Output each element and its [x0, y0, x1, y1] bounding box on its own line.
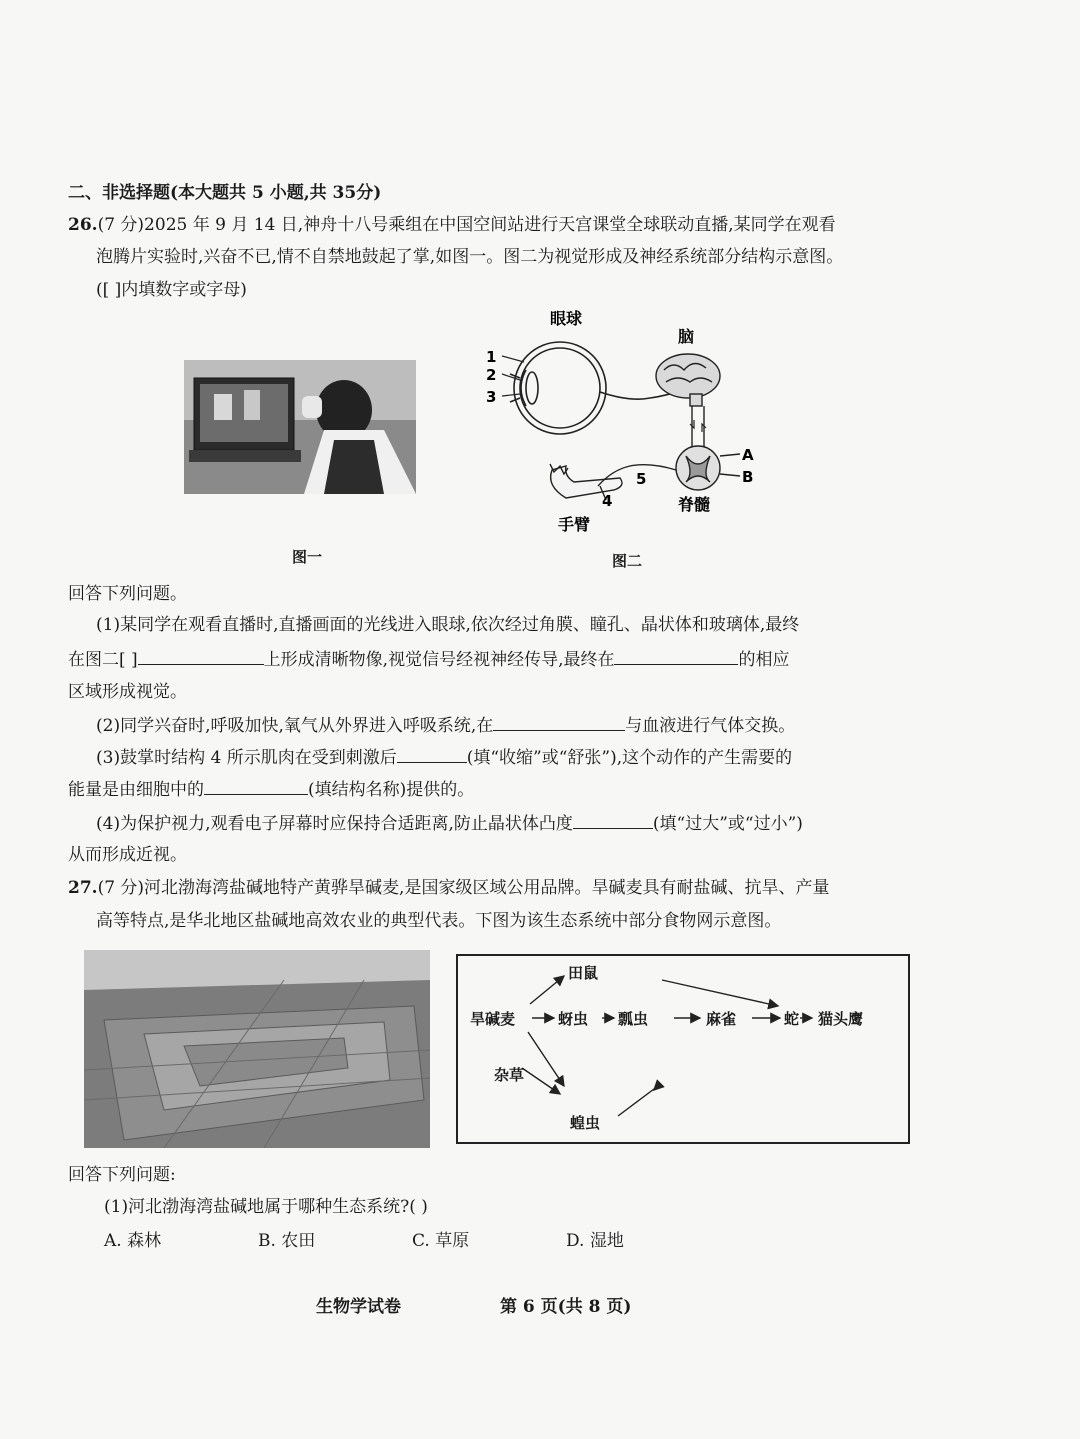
q26-p3-text-d: (填结构名称)提供的。 — [308, 780, 475, 800]
q27-p1: (1)河北渤海湾盐碱地属于哪种生态系统?( ) — [104, 1197, 428, 1217]
q27-stem-line2: 高等特点,是华北地区盐碱地高效农业的典型代表。下图为该生态系统中部分食物网示意图。 — [96, 911, 782, 931]
figure2-caption: 图二 — [612, 552, 643, 570]
label-brain: 脑 — [678, 327, 695, 346]
node-wheat: 旱碱麦 — [470, 1010, 516, 1028]
label-2: 2 — [486, 366, 497, 384]
footer-page-info: 第 6 页(共 8 页) — [500, 1297, 632, 1317]
label-4: 4 — [602, 492, 613, 510]
q27-option-c[interactable]: C. 草原 — [412, 1231, 470, 1251]
node-owl: 猫头鹰 — [818, 1010, 864, 1028]
eyeball-shape — [510, 342, 606, 434]
q26-p2-text-a: (2)同学兴奋时,呼吸加快,氧气从外界进入呼吸系统,在 — [96, 716, 494, 736]
label-3: 3 — [486, 388, 497, 406]
q27-farmland-photo — [84, 950, 430, 1148]
q27-answer-prompt: 回答下列问题: — [68, 1165, 176, 1185]
node-locust: 蝗虫 — [570, 1114, 601, 1132]
q27-option-d[interactable]: D. 湿地 — [566, 1231, 624, 1251]
q26-p1-text-c: 的相应 — [738, 650, 790, 670]
q26-stem-line3: ([ ]内填数字或字母) — [96, 280, 247, 300]
q26-p4-blank[interactable] — [573, 812, 653, 829]
q26-p2-text-b: 与血液进行气体交换。 — [625, 716, 796, 736]
q26-stem-line1 — [68, 214, 836, 236]
figure1-photo — [184, 360, 416, 494]
node-sparrow: 麻雀 — [706, 1010, 737, 1028]
node-ladybug: 瓢虫 — [618, 1010, 649, 1028]
figure1-caption: 图一 — [292, 548, 323, 566]
q26-p2-blank[interactable] — [493, 714, 625, 731]
node-aphid: 蚜虫 — [558, 1010, 589, 1028]
q26-p1-text-b: 上形成清晰物像,视觉信号经视神经传导,最终在 — [263, 650, 615, 670]
q26-p4-line2: 从而形成近视。 — [68, 845, 187, 865]
q26-p4-text-a: (4)为保护视力,观看电子屏幕时应保持合适距离,防止晶状体凸度 — [96, 814, 573, 834]
q26-p1-line3: 区域形成视觉。 — [68, 682, 187, 702]
q26-p1-blank1[interactable] — [138, 648, 264, 665]
q27-option-b[interactable]: B. 农田 — [258, 1231, 316, 1251]
q26-p3-text-a: (3)鼓掌时结构 4 所示肌肉在受到刺激后 — [96, 748, 397, 768]
q26-p3-blank2[interactable] — [204, 778, 308, 795]
label-B: B — [742, 468, 754, 486]
q26-number: 26. — [68, 215, 98, 235]
footer-subject: 生物学试卷 — [316, 1297, 401, 1317]
label-spinal-cord: 脊髓 — [678, 495, 711, 514]
q27-stem-line1 — [68, 877, 829, 899]
node-vole: 田鼠 — [568, 964, 599, 982]
q27-option-a[interactable]: A. 森林 — [104, 1231, 162, 1251]
q26-p1-blank2[interactable] — [614, 648, 738, 665]
q26-p3-text-c: 能量是由细胞中的 — [68, 780, 204, 800]
q26-p3-line1 — [96, 746, 792, 769]
q26-p4-line1 — [96, 812, 803, 835]
figure2-diagram — [480, 310, 780, 540]
label-A: A — [742, 446, 754, 464]
spinal-cord-shape — [676, 446, 740, 490]
q26-stem-text1: (7 分)2025 年 9 月 14 日,神舟十八号乘组在中国空间站进行天宫课堂全球联动直播,某同学在观看 — [97, 215, 836, 235]
food-web-arrows — [458, 956, 908, 1142]
q26-answer-prompt: 回答下列问题。 — [68, 584, 187, 604]
q26-p1-line1: (1)某同学在观看直播时,直播画面的光线进入眼球,依次经过角膜、瞳孔、晶状体和玻璃体,最终 — [96, 615, 800, 635]
label-eyeball: 眼球 — [550, 310, 583, 328]
label-5: 5 — [636, 470, 647, 488]
q26-p3-line2 — [68, 778, 474, 801]
brain-shape — [656, 354, 720, 406]
label-1: 1 — [486, 348, 497, 366]
q26-p2 — [96, 714, 795, 737]
section-title: 二、非选择题(本大题共 5 小题,共 35分) — [68, 183, 382, 203]
food-web-box — [456, 954, 910, 1144]
label-arm: 手臂 — [558, 515, 591, 534]
q27-number: 27. — [68, 878, 98, 898]
q26-stem-line2: 泡腾片实验时,兴奋不已,情不自禁地鼓起了掌,如图一。图二为视觉形成及神经系统部分结构示意图。 — [96, 247, 844, 267]
q26-p1-text-a: 在图二[ ] — [68, 650, 138, 670]
q26-p1-line2 — [68, 648, 789, 671]
node-weed: 杂草 — [494, 1066, 525, 1084]
q26-p3-blank1[interactable] — [397, 746, 467, 763]
q26-p4-text-b: (填“过大”或“过小”) — [652, 814, 803, 834]
q27-stem-text1: (7 分)河北渤海湾盐碱地特产黄骅旱碱麦,是国家级区域公用品牌。旱碱麦具有耐盐碱、抗旱、产量 — [97, 878, 830, 898]
q26-p3-text-b: (填“收缩”或“舒张”),这个动作的产生需要的 — [466, 748, 793, 768]
node-snake: 蛇 — [784, 1010, 800, 1028]
